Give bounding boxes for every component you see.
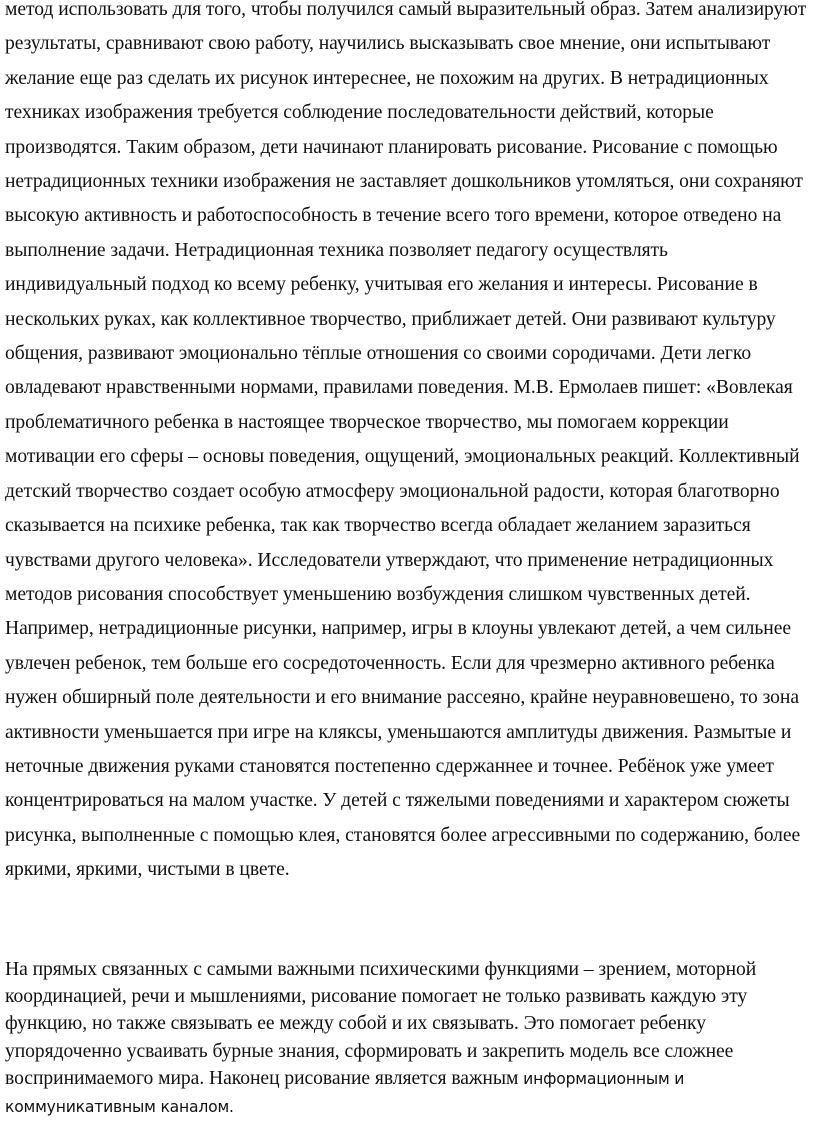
paragraph-second <box>5 956 805 1121</box>
paragraph-second-serif-text: На прямых связанных с самыми важными психическими функциями – зрением, моторной координацией, речи и мышлениями, рисование помогает не только развивать каждую эту функцию, но также связывать ее между собой и их связывать. Это помогает ребенку упорядоченно усваивать бурные знания, сформировать и закрепить модель все сложнее воспринимаемого мира. Наконец рисование является важным <box>5 959 757 1089</box>
paragraph-main: метод использовать для того, чтобы получился самый выразительный образ. Затем анализируют результаты, сравнивают свою работу, научились высказывать свое мнение, они испытывают желание еще раз сделать их рисунок интереснее, не похожим на других. В нетрадиционных техниках изображения требуется соблюдение последовательности действий, которые производятся. Таким образом, дети начинают планировать рисование. Рисование с помощью нетрадиционных техники изображения не заставляет дошкольников утомляться, они сохраняют высокую активность и работоспособность в течение всего того времени, которое отведено на выполнение задачи. Нетрадиционная техника позволяет педагогу осуществлять индивидуальный подход ко всему ребенку, учитывая его желания и интересы. Рисование в нескольких руках, как коллективное творчество, приближает детей. Они развивают культуру общения, развивают эмоционально тёплые отношения со своими сородичами. Дети легко овладевают нравственными нормами, правилами поведения. М.В. Ермолаев пишет: «Вовлекая проблематичного ребенка в настоящее творческое творчество, мы помогаем коррекции мотивации его сферы – основы поведения, ощущений, эмоциональных реакций. Коллективный детский творчество создает особую атмосферу эмоциональной радости, которая благотворно сказывается на психике ребенка, так как творчество всегда обладает желанием заразиться чувствами другого человека». Исследователи утверждают, что применение нетрадиционных методов рисования способствует уменьшению возбуждения слишком чувственных детей. Например, нетрадиционные рисунки, например, игры в клоуны увлекают детей, а чем сильнее увлечен ребенок, тем больше его сосредоточенность. Если для чрезмерно активного ребенка нужен обширный поле деятельности и его внимание рассеяно, крайне неуравновешено, то зона активности уменьшается при игре на кляксы, уменьшаются амплитуды движения. Размытые и неточные движения руками становятся постепенно сдержаннее и точнее. Ребёнок уже умеет концентрироваться на малом участке. У детей с тяжелыми поведениями и характером сюжеты рисунка, выполненные с помощью клея, становятся более агрессивными по содержанию, более яркими, яркими, чистыми в цвете. <box>5 0 807 881</box>
paragraph-second-sans-text: информационным и коммуникативным каналом. <box>5 1069 685 1117</box>
